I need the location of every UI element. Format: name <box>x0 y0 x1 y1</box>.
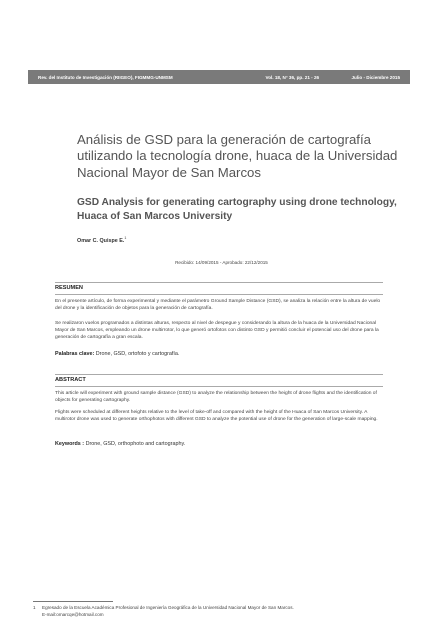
received-date: 14/09/2015 <box>195 260 219 265</box>
approved-date: 22/12/2015 <box>244 260 268 265</box>
received-label: Recibido: <box>175 260 195 265</box>
abstract-keywords-label: Keywords : <box>55 441 85 447</box>
footnote-affiliation: Egresado de la Escuela Académica Profesional de Ingeniería Geográfica de la Universidad Nacional Mayor de San Marcos. <box>42 605 294 610</box>
abstract-paragraph-1: This article will experiment with ground sample distance (GSD) to analyze the relationship between the height of drone flights and the identification of objects for generating cartography. <box>55 391 377 404</box>
resumen-rule <box>55 282 383 283</box>
resumen-paragraph-1: En el presente artículo, de forma experimental y mediante el parámetro Ground Sample Distance (GSD), se analiza la relación entre la altura de vuelo del drone y la identificación de objetos para la generación de cartografía. <box>55 299 381 312</box>
approved-label: Aprobado: <box>222 260 244 265</box>
footnote-email: E-mail:omarcqe@hotmail.com <box>42 611 104 617</box>
resumen-paragraph-2: Se realizaron vuelos programados a distintas alturas, respecto al nivel de despegue y considerando la altura de la huaca de la Universidad Nacional Mayor de San Marcos, empleando un drone multirrotor, lo que generó ortofotos con distinto GSD y permitió concluir el potencial uso del drone para la generación de cartografía a gran escala. <box>55 321 379 341</box>
footnote <box>33 605 353 618</box>
author-footnote-mark: 1 <box>124 236 127 240</box>
abstract-paragraph-2: Flights were scheduled at different heights relative to the level of take-off and compared with the height of the Huaca of San Marcos University. A multirotor drone was used to generate orthophotos with different GSD to analyze the potential use of drone for the generation of large-scale mapping. <box>55 410 378 423</box>
abstract-keywords-text: Drone, GSD, orthophoto and cartography. <box>85 441 186 447</box>
abstract-keywords <box>55 441 385 448</box>
journal-name: Rev. del Instituto de Investigación (RIIGEO), FIGMMG-UNMSM <box>38 74 173 80</box>
dates-separator: - <box>219 260 222 265</box>
title-spanish: Análisis de GSD para la generación de cartografía utilizando la tecnología drone, huaca de la Universidad Nacional Mayor de San Marcos <box>77 132 398 180</box>
resumen-keywords-label: Palabras clave: <box>55 351 95 357</box>
journal-volume: Vol. 18, N° 36, pp. 21 - 26 <box>265 74 320 80</box>
abstract-rule-bottom <box>55 386 383 387</box>
resumen-rule-bottom <box>55 294 383 295</box>
author-name: Omar C. Quispe E. <box>77 237 125 244</box>
resumen-keywords-text: Drone, GSD, ortofoto y cartografía. <box>95 351 180 357</box>
footnote-number: 1 <box>33 605 36 610</box>
footnote-rule <box>33 601 113 602</box>
resumen-heading: RESUMEN <box>55 285 83 291</box>
title-english: GSD Analysis for generating cartography using drone technology, Huaca of San Marcos University <box>77 197 397 222</box>
resumen-keywords <box>55 351 385 358</box>
journal-period: Julio - Diciembre 2015 <box>351 74 400 80</box>
author <box>77 236 126 244</box>
abstract-heading: ABSTRACT <box>55 377 86 383</box>
submission-dates <box>0 260 443 265</box>
abstract-rule <box>55 374 383 375</box>
journal-header-bar <box>28 70 410 84</box>
